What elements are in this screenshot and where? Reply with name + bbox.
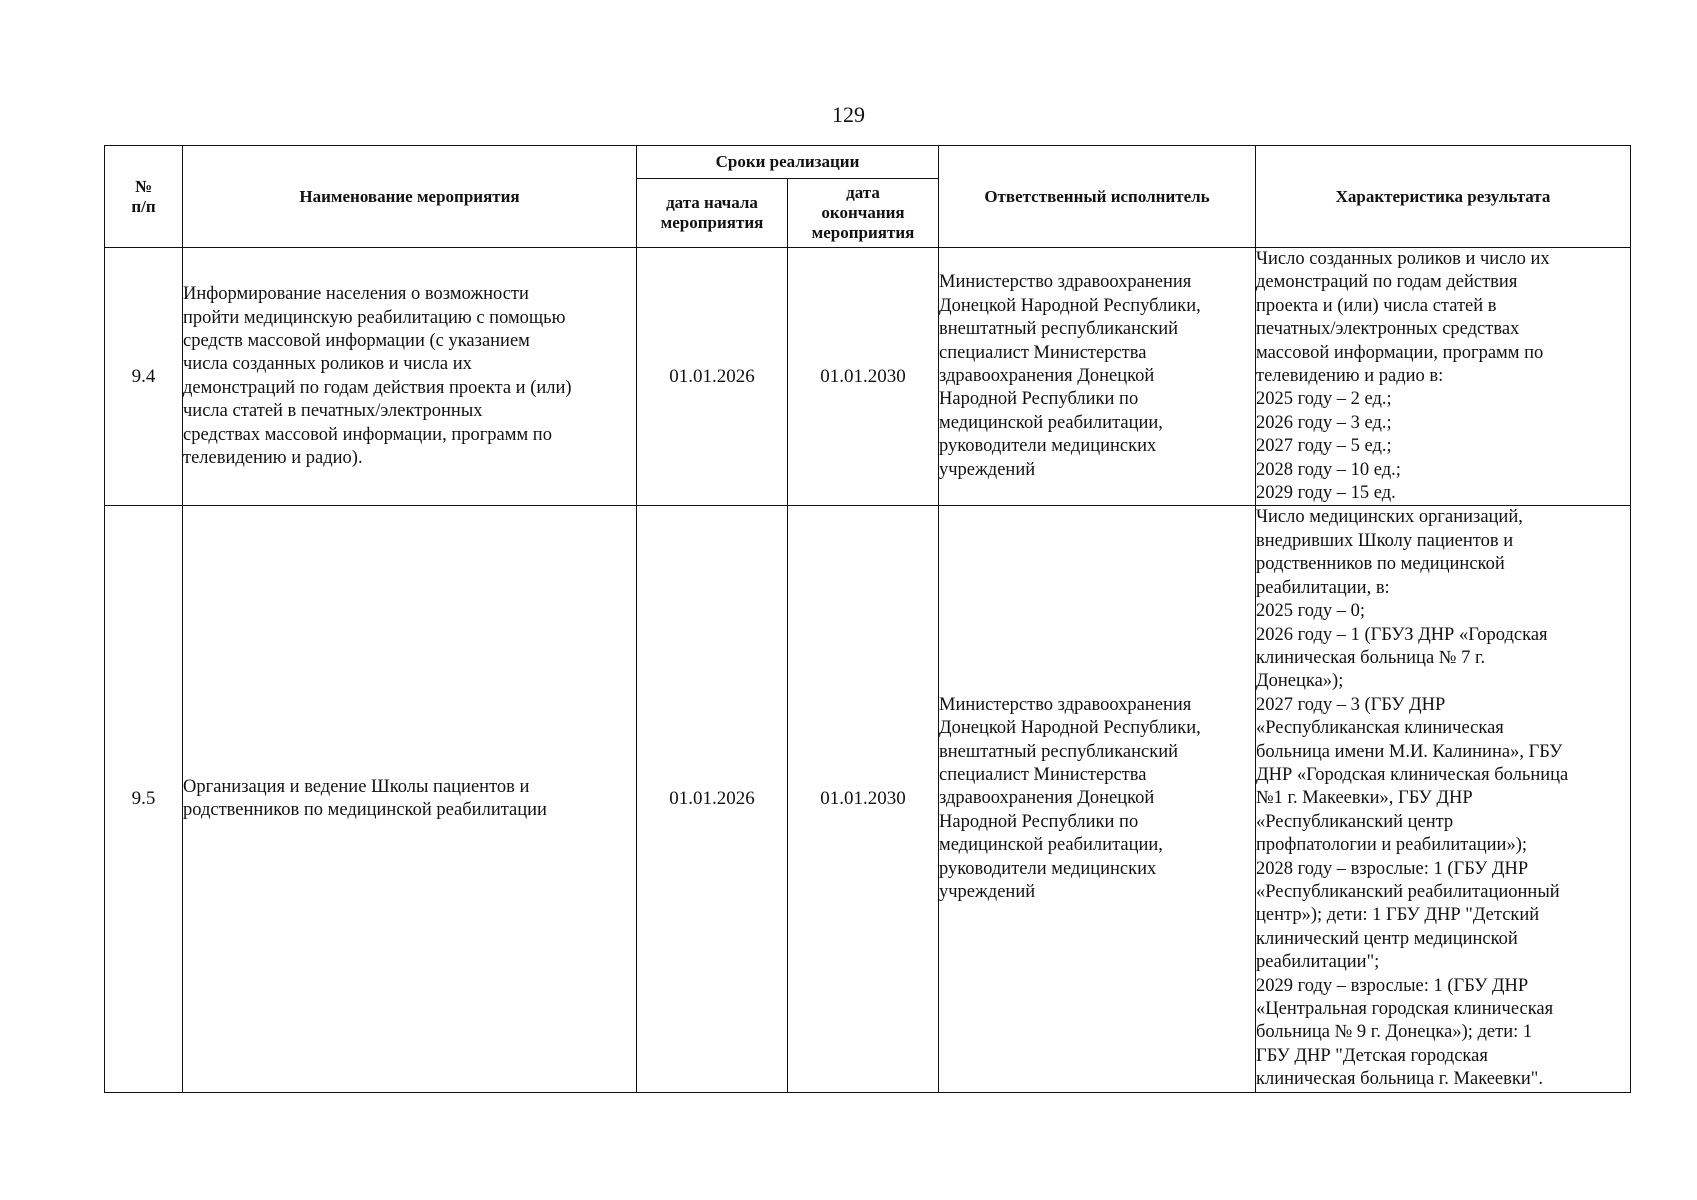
result-line: 2025 году – 2 ед.; xyxy=(1256,389,1392,410)
header-period: Сроки реализации xyxy=(637,146,939,179)
name-line: числа статей в печатных/электронных xyxy=(183,401,483,422)
header-num xyxy=(105,146,183,248)
executor xyxy=(939,506,1256,1092)
result-line: «Центральная городская клиническая xyxy=(1256,999,1554,1019)
header-num-line: п/п xyxy=(131,196,156,216)
result-line: клиническая больница № 7 г. xyxy=(1256,647,1486,668)
header-result: Характеристика результата xyxy=(1256,146,1631,248)
name-line: родственников по медицинской реабилитации xyxy=(183,800,547,821)
header-start xyxy=(637,179,788,248)
result-line: 2026 году – 1 (ГБУЗ ДНР «Городская xyxy=(1256,624,1548,645)
measure-name xyxy=(183,248,637,506)
executor-line: Донецкой Народной Республики, xyxy=(939,718,1201,739)
result-line: реабилитации"; xyxy=(1256,952,1380,973)
executor-line: специалист Министерства xyxy=(939,764,1147,785)
name-line: Информирование населения о возможности xyxy=(183,284,529,305)
result-line: «Республиканский реабилитационный xyxy=(1256,881,1560,902)
result-line: родственников по медицинской xyxy=(1256,554,1505,575)
result-line: 2028 году – взрослые: 1 (ГБУ ДНР xyxy=(1256,858,1529,879)
result-line: Число созданных роликов и число их xyxy=(1256,249,1550,269)
result-line: больница № 9 г. Донецка»); дети: 1 xyxy=(1256,1022,1533,1043)
result-line: телевидению и радио в: xyxy=(1256,366,1444,387)
executor-line: Министерство здравоохранения xyxy=(939,272,1192,293)
executor-line: учреждений xyxy=(939,459,1036,480)
executor-line: руководители медицинских xyxy=(939,436,1157,457)
result-line: клиническая больница г. Макеевки". xyxy=(1256,1069,1543,1090)
result-line: ГБУ ДНР "Детская городская xyxy=(1256,1045,1488,1066)
result-line: №1 г. Макеевки», ГБУ ДНР xyxy=(1256,788,1473,809)
result xyxy=(1256,248,1631,506)
result-line: ДНР «Городская клиническая больница xyxy=(1256,764,1569,785)
page-number: 129 xyxy=(832,102,865,127)
result-line: центр»); дети: 1 ГБУ ДНР "Детский xyxy=(1256,905,1540,926)
result xyxy=(1256,506,1631,1092)
result-line: Число медицинских организаций, xyxy=(1256,507,1523,528)
executor-line: внештатный республиканский xyxy=(939,741,1179,762)
name-line: средствах массовой информации, программ по xyxy=(183,424,552,445)
executor-line: внештатный республиканский xyxy=(939,319,1179,340)
header-start-line: дата начала xyxy=(666,193,758,212)
name-line: телевидению и радио). xyxy=(183,447,363,468)
result-line: «Республиканская клиническая xyxy=(1256,718,1504,739)
result-line: клинический центр медицинской xyxy=(1256,928,1518,949)
row-number: 9.4 xyxy=(105,248,183,506)
executor-line: здравоохранения Донецкой xyxy=(939,788,1155,809)
result-line: «Республиканский центр xyxy=(1256,811,1454,832)
header-num-line: № xyxy=(134,176,153,196)
result-line: 2029 году – 15 ед. xyxy=(1256,483,1396,504)
executor-line: Министерство здравоохранения xyxy=(939,694,1192,715)
name-line: Организация и ведение Школы пациентов и xyxy=(183,776,530,797)
name-line: пройти медицинскую реабилитацию с помощью xyxy=(183,307,566,328)
name-line: средств массовой информации (с указанием xyxy=(183,330,530,351)
header-end-line: окончания xyxy=(821,203,905,222)
result-line: массовой информации, программ по xyxy=(1256,342,1544,363)
executor-line: здравоохранения Донецкой xyxy=(939,366,1155,387)
header-executor: Ответственный исполнитель xyxy=(939,146,1256,248)
result-line: профпатологии и реабилитации»); xyxy=(1256,835,1528,856)
result-line: реабилитации, в: xyxy=(1256,577,1390,598)
header-start-line: мероприятия xyxy=(660,213,764,232)
result-line: 2026 году – 3 ед.; xyxy=(1256,412,1392,433)
header-end xyxy=(788,179,939,248)
end-date: 01.01.2030 xyxy=(788,506,939,1092)
executor xyxy=(939,248,1256,506)
name-line: числа созданных роликов и числа их xyxy=(183,354,472,375)
result-line: внедривших Школу пациентов и xyxy=(1256,530,1514,551)
result-line: 2027 году – 3 (ГБУ ДНР xyxy=(1256,694,1446,715)
executor-line: Народной Республики по xyxy=(939,811,1139,832)
result-line: печатных/электронных средствах xyxy=(1256,319,1520,340)
table-row xyxy=(105,506,1631,1092)
table-row xyxy=(105,248,1631,506)
result-line: Донецка»); xyxy=(1256,671,1344,692)
header-end-line: дата xyxy=(846,183,880,202)
executor-line: Народной Республики по xyxy=(939,389,1139,410)
start-date: 01.01.2026 xyxy=(637,248,788,506)
executor-line: медицинской реабилитации, xyxy=(939,412,1163,433)
result-line: проекта и (или) числа статей в xyxy=(1256,295,1497,316)
executor-line: учреждений xyxy=(939,881,1036,902)
result-line: 2025 году – 0; xyxy=(1256,601,1366,622)
result-line: 2027 году – 5 ед.; xyxy=(1256,436,1392,457)
executor-line: Донецкой Народной Республики, xyxy=(939,295,1201,316)
executor-line: руководители медицинских xyxy=(939,858,1157,879)
executor-line: специалист Министерства xyxy=(939,342,1147,363)
name-line: демонстраций по годам действия проекта и (или) xyxy=(183,377,572,398)
result-line: 2028 году – 10 ед.; xyxy=(1256,459,1401,480)
result-line: 2029 году – взрослые: 1 (ГБУ ДНР xyxy=(1256,975,1529,996)
result-line: больница имени М.И. Калинина», ГБУ xyxy=(1256,741,1563,762)
end-date: 01.01.2030 xyxy=(788,248,939,506)
measure-name xyxy=(183,506,637,1092)
start-date: 01.01.2026 xyxy=(637,506,788,1092)
executor-line: медицинской реабилитации, xyxy=(939,835,1163,856)
row-number: 9.5 xyxy=(105,506,183,1092)
measures-table xyxy=(104,145,1631,1093)
result-line: демонстраций по годам действия xyxy=(1256,272,1518,293)
header-name: Наименование мероприятия xyxy=(183,146,637,248)
header-end-line: мероприятия xyxy=(811,223,915,242)
